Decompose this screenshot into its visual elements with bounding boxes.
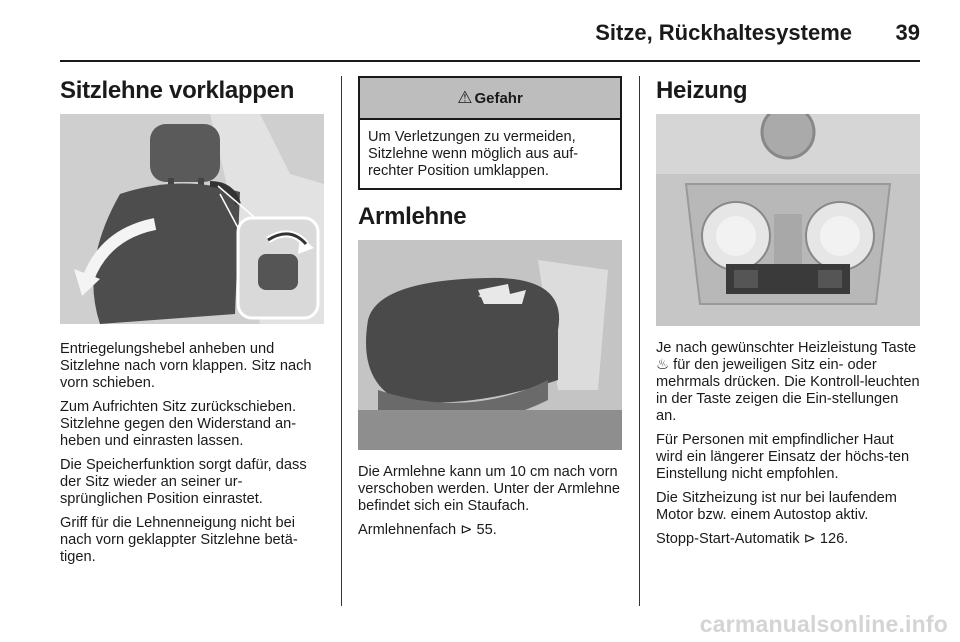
page-header xyxy=(0,14,960,54)
section-heading-armrest: Armlehne xyxy=(358,203,467,230)
section-heating xyxy=(656,76,920,555)
armrest-reference[interactable]: Armlehnenfach ⊳ 55. xyxy=(358,522,497,539)
paragraph: Die Sitzheizung ist nur bei laufendem Motor bzw. einem Autostop aktiv. xyxy=(656,490,897,524)
paragraph: Entriegelungshebel anheben und Sitzlehne nach vorn klappen. Sitz nach vorn schieben. xyxy=(60,341,312,392)
column-divider-left xyxy=(341,76,342,606)
section-heading-heating: Heizung xyxy=(656,77,748,104)
section-heading-seatback: Sitzlehne vorklappen xyxy=(60,77,295,104)
paragraph: Die Speicherfunktion sorgt dafür, dass der Sitz wieder an seiner ur-sprünglichen Position einrastet. xyxy=(60,457,307,508)
paragraph: Für Personen mit empfindlicher Haut wird ein längerer Einsatz der höchs-ten Einstellung nicht empfohlen. xyxy=(656,432,910,483)
header-rule xyxy=(60,60,920,62)
paragraph: Griff für die Lehnenneigung nicht bei nach vorn geklappter Sitzlehne betä-tigen. xyxy=(60,515,298,566)
climate-control-illustration xyxy=(656,114,920,326)
paragraph: Zum Aufrichten Sitz zurückschieben. Sitzlehne gegen den Widerstand an-heben und einrasten lassen. xyxy=(60,399,297,450)
section-seatback xyxy=(60,76,324,573)
danger-warning-box xyxy=(358,76,622,190)
page-number: 39 xyxy=(895,20,920,45)
warning-text: Um Verletzungen zu vermeiden, Sitzlehne wenn möglich aus auf-rechter Position umklappen. xyxy=(368,129,579,179)
armrest-illustration xyxy=(358,240,622,450)
start-stop-reference[interactable]: Stopp-Start-Automatik ⊳ 126. xyxy=(656,531,849,548)
page-title: Sitze, Rückhaltesysteme xyxy=(595,20,852,45)
section-armrest xyxy=(358,76,622,546)
warning-title: Gefahr xyxy=(474,89,523,107)
paragraph: Die Armlehne kann um 10 cm nach vorn verschoben werden. Unter der Armlehne befindet sich ein Staufach. xyxy=(358,464,621,515)
seat-illustration xyxy=(60,114,324,324)
paragraph: Je nach gewünschter Heizleistung Taste ♨ für den jeweiligen Sitz ein- oder mehrmals drücken. Die Kontroll-leuchten in der Taste zeigen die Ein-stellungen an. xyxy=(656,340,920,425)
warning-header xyxy=(360,78,620,120)
watermark: carmanualsonline.info xyxy=(699,611,948,637)
warning-triangle-icon: ⚠ xyxy=(457,88,473,107)
column-divider-right xyxy=(639,76,640,606)
